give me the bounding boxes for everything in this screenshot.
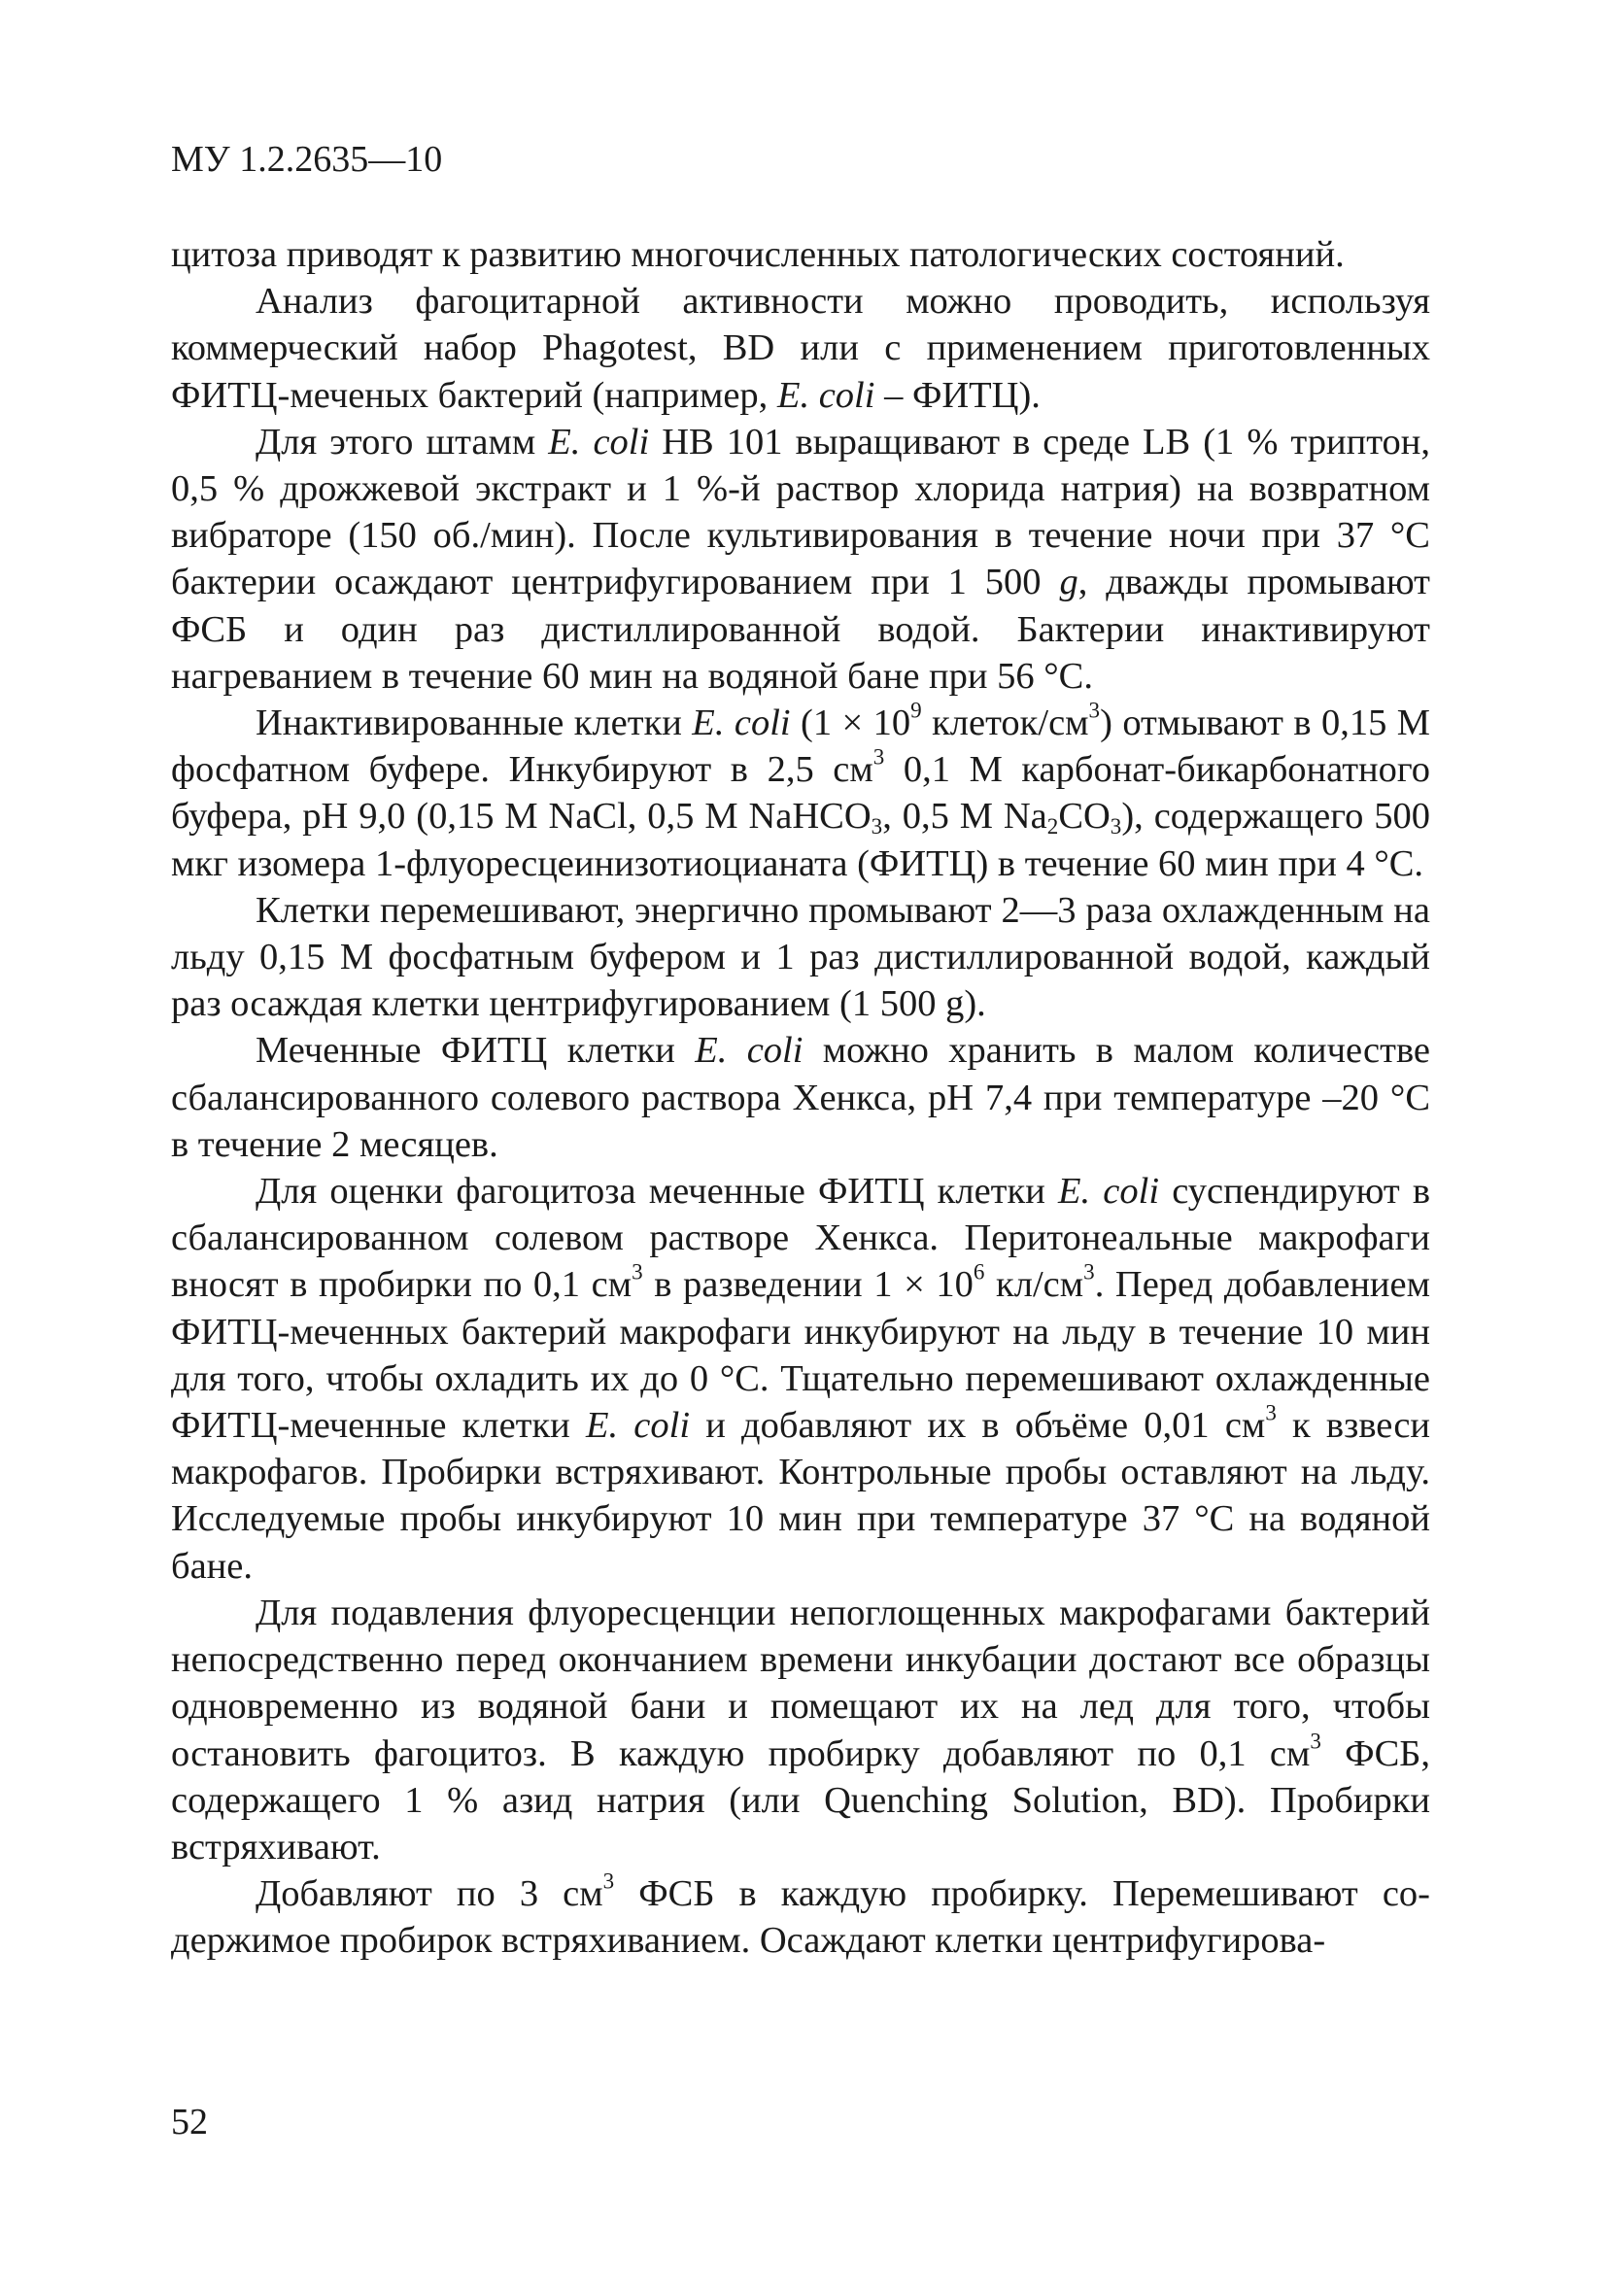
text-run: Меченные ФИТЦ клетки [256,1030,696,1072]
superscript: 3 [632,1259,643,1285]
italic-run: E. coli [1057,1171,1160,1213]
text-run: Для оценки фагоцитоза меченные ФИТЦ клетки [256,1171,1058,1213]
superscript: 3 [1083,1259,1095,1285]
italic-run: E. coli [548,421,650,463]
superscript: 9 [910,697,922,723]
body-text [171,231,1430,1965]
text-run: Добавляют по 3 см [256,1873,603,1915]
subscript: 3 [1110,813,1122,840]
text-run: в разведении 1 × 10 [642,1264,974,1306]
text-run: клеток/см [921,703,1089,744]
text-run: – ФИТЦ). [874,374,1041,416]
superscript: 3 [872,743,885,770]
paragraph [171,1168,1430,1590]
text-run: , 0,5 M Na [882,796,1047,838]
running-head: МУ 1.2.2635—10 [171,139,443,180]
superscript: 3 [1310,1728,1321,1754]
text-run: , дважды промывают ФСБ и один раз дистиллированной водой. Бактерии инактивируют нагреванием в течение 60 мин на водяной бане при 56 °C. [171,562,1430,697]
text-run: Клетки перемешивают, энергично промывают 2—3 раза охлажденным на льду 0,15 М фосфатным буфером и 1 раз дистиллированной водой, каждый раз осаждая клетки центрифугированием (1 500 g). [171,889,1430,1025]
text-run: к взвеси макрофагов. Пробирки встряхивают. Контрольные пробы оставляют на льду. Исследуемые пробы инкубируют 10 мин при температуре 37 °C на водяной бане. [171,1405,1431,1587]
text-run: суспендируют в сбалансированном солевом растворе Хенкса. Перитонеальные макрофаги вносят в пробирки по 0,1 см [171,1171,1431,1306]
text-run: цитоза приводят к развитию многочисленных патологических состояний. [171,234,1345,275]
italic-run: g [1059,562,1078,603]
paragraph [171,887,1430,1028]
text-run: HB 101 выращивают в среде LB (1 % триптон, 0,5 % дрожжевой экстракт и 1 %-й раствор хлорида натрия) на возвратном вибраторе (150 об./мин). После культивирования в течение ночи при 37 °C бактерии осаждают центрифугированием при 1 500 [171,421,1430,603]
paragraph [171,419,1430,700]
paragraph [171,1027,1430,1168]
paragraph [171,1870,1430,1964]
text-run: и добавляют их в объёме 0,01 см [690,1405,1266,1447]
superscript: 3 [1265,1399,1277,1425]
text-run: Инактивированные клетки [256,703,693,744]
paragraph [171,697,1430,887]
text-run: 0,1 М карбонат-бикарбонатного буфера, pH 9,0 (0,15 M NaCl, 0,5 M NaHCO [171,749,1430,838]
text-run: ФСБ в каждую пробирку. Перемешивают содержимое пробирок встряхиванием. Осаждают клетки центрифугирова- [171,1873,1430,1962]
italic-run: E. coli [695,1030,804,1072]
paragraph [171,231,1430,278]
text-run: ), содержащего 500 мкг изомера 1-флуоресцеинизотиоцианата (ФИТЦ) в течение 60 мин при 4 °C. [171,796,1430,884]
text-run: ) отмывают в 0,15 М фосфатном буфере. Инкубируют в 2,5 см [171,703,1430,791]
superscript: 6 [973,1259,985,1285]
page-number: 52 [171,2102,208,2142]
italic-run: E. coli [692,703,791,744]
text-run: Для этого штамм [256,421,549,463]
subscript: 2 [1046,813,1059,840]
text-run: Для подавления флуоресценции непоглощенных макрофагами бактерий непосредственно перед окончанием времени инкубации достают все образцы одновременно из водяной бани и помещают их на лед для того, чтобы остановить фагоцитоз. В каждую пробирку добавляют по 0,1 см [171,1592,1430,1774]
text-run: Анализ фагоцитарной активности можно проводить, используя коммерческий набор Phagotest, BD или с применением приготовленных ФИТЦ-меченых бактерий (например, [171,281,1430,416]
text-run: кл/см [984,1264,1084,1306]
italic-run: E. coli [585,1405,691,1447]
superscript: 3 [1088,697,1101,723]
text-run: ФСБ, содержащего 1 % азид натрия (или Quenching Solution, BD). Пробирки встряхивают. [171,1732,1430,1868]
italic-run: E. coli [776,374,875,416]
text-run: (1 × 10 [790,703,911,744]
paragraph [171,278,1430,419]
text-run: можно хранить в малом количестве сбалансированного солевого раствора Хенкса, pH 7,4 при температуре –20 °C в течение 2 месяцев. [171,1030,1430,1165]
text-run: CO [1058,796,1111,838]
subscript: 3 [871,813,883,840]
superscript: 3 [602,1868,615,1894]
paragraph [171,1590,1430,1870]
text-run: . Перед добавлением ФИТЦ-меченных бактерий макрофаги инкубируют на льду в течение 10 мин для того, чтобы охладить их до 0 °C. Тщательно перемешивают охлажденные ФИТЦ-меченные клетки [171,1264,1430,1447]
